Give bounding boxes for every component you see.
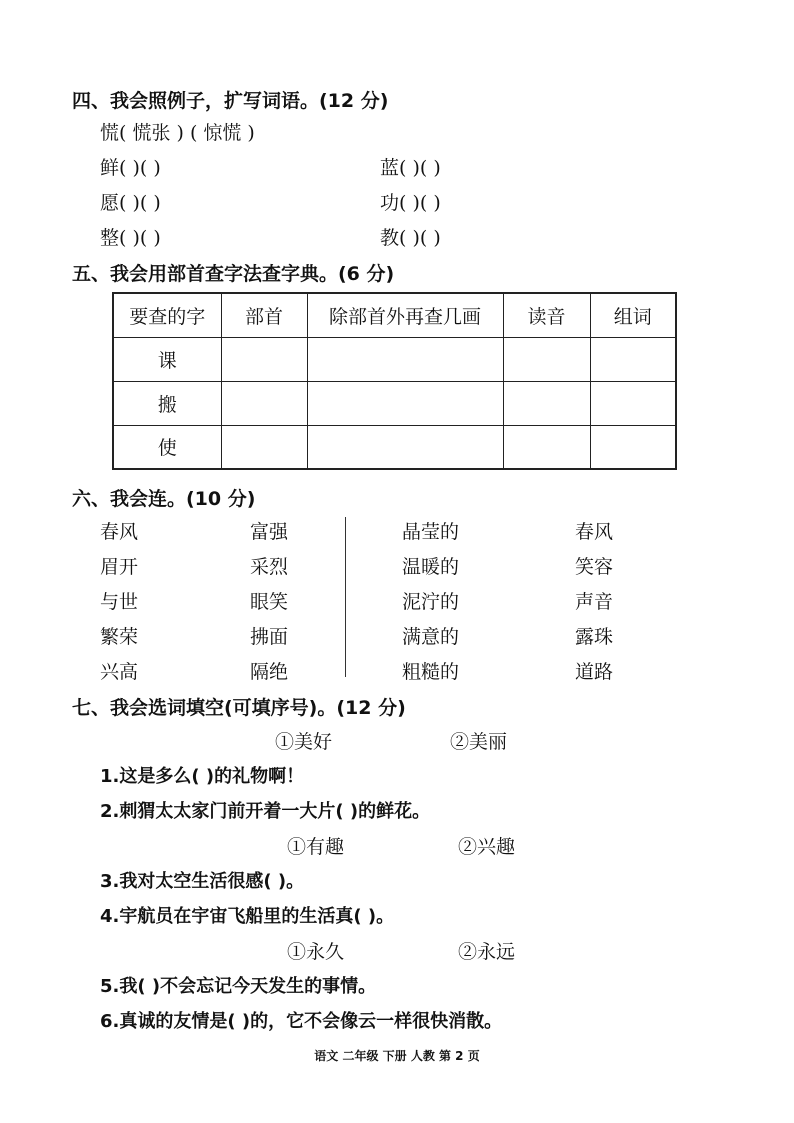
- table-empty-cell: [307, 425, 503, 469]
- match-column-divider: [345, 517, 346, 677]
- table-header-cell: 要查的字: [113, 293, 221, 337]
- table-row: [113, 425, 676, 469]
- section-4-title: 四、我会照例子，扩写词语。(12 分): [72, 90, 389, 112]
- question-3: 3.我对太空生活很感( )。: [100, 871, 305, 892]
- question-6: 6.真诚的友情是( )的，它不会像云一样很快消散。: [100, 1011, 503, 1032]
- table-char-cell: 使: [113, 425, 221, 469]
- match-left-partner: 采烈: [250, 556, 289, 578]
- section-6-title: 六、我会连。(10 分): [72, 488, 256, 510]
- section-4-row-1-b: 蓝( )( ): [380, 157, 441, 179]
- match-left-word: 眉开: [100, 556, 139, 578]
- section-4-row-3-b: 教( )( ): [380, 227, 441, 249]
- match-right-word: 粗糙的: [402, 661, 460, 683]
- choice-option: ②兴趣: [458, 836, 516, 858]
- table-header-cell: 组词: [590, 293, 676, 337]
- match-left-word: 春风: [100, 521, 139, 543]
- table-empty-cell: [221, 337, 307, 381]
- match-left-word: 繁荣: [100, 626, 139, 648]
- table-header-cell: 读音: [503, 293, 590, 337]
- match-right-word: 温暖的: [402, 556, 460, 578]
- question-5: 5.我( )不会忘记今天发生的事情。: [100, 976, 377, 997]
- match-right-word: 泥泞的: [402, 591, 460, 613]
- table-empty-cell: [590, 337, 676, 381]
- table-header-cell: 除部首外再查几画: [307, 293, 503, 337]
- table-empty-cell: [307, 381, 503, 425]
- table-empty-cell: [221, 381, 307, 425]
- table-char-cell: 课: [113, 337, 221, 381]
- match-left-word: 兴高: [100, 661, 139, 683]
- match-left-partner: 眼笑: [250, 591, 289, 613]
- match-left-word: 与世: [100, 591, 139, 613]
- table-empty-cell: [307, 337, 503, 381]
- match-right-partner: 笑容: [575, 556, 614, 578]
- table-empty-cell: [503, 337, 590, 381]
- match-right-word: 晶莹的: [402, 521, 460, 543]
- question-2: 2.刺猬太太家门前开着一大片( )的鲜花。: [100, 801, 431, 822]
- table-char-cell: 搬: [113, 381, 221, 425]
- section-5-title: 五、我会用部首查字法查字典。(6 分): [72, 263, 395, 285]
- match-right-word: 满意的: [402, 626, 460, 648]
- match-right-partner: 春风: [575, 521, 614, 543]
- choice-option: ①永久: [287, 941, 345, 963]
- question-4: 4.宇航员在宇宙飞船里的生活真( )。: [100, 906, 395, 927]
- table-empty-cell: [221, 425, 307, 469]
- choice-option: ②美丽: [450, 731, 508, 753]
- table-empty-cell: [503, 381, 590, 425]
- table-empty-cell: [590, 381, 676, 425]
- choice-option: ①有趣: [287, 836, 345, 858]
- choice-option: ①美好: [275, 731, 333, 753]
- match-left-partner: 拂面: [250, 626, 289, 648]
- table-header-row: [113, 293, 676, 337]
- section-4-example: 慌( 慌张 ) ( 惊慌 ): [100, 122, 255, 144]
- table-empty-cell: [590, 425, 676, 469]
- choice-option: ②永远: [458, 941, 516, 963]
- page-footer: 语文 二年级 下册 人教 第 2 页: [314, 1049, 480, 1063]
- section-4-row-1-a: 鲜( )( ): [100, 157, 161, 179]
- table-row: [113, 381, 676, 425]
- question-1: 1.这是多么( )的礼物啊！: [100, 766, 305, 787]
- match-right-partner: 声音: [575, 591, 614, 613]
- table-empty-cell: [503, 425, 590, 469]
- match-right-partner: 露珠: [575, 626, 614, 648]
- match-right-partner: 道路: [575, 661, 614, 683]
- match-left-partner: 富强: [250, 521, 289, 543]
- section-4-row-2-b: 功( )( ): [380, 192, 441, 214]
- dictionary-lookup-table: [112, 292, 677, 470]
- table-header-cell: 部首: [221, 293, 307, 337]
- section-7-title: 七、我会选词填空(可填序号)。(12 分): [72, 697, 406, 719]
- section-4-row-2-a: 愿( )( ): [100, 192, 161, 214]
- match-left-partner: 隔绝: [250, 661, 289, 683]
- table-row: [113, 337, 676, 381]
- section-4-row-3-a: 整( )( ): [100, 227, 161, 249]
